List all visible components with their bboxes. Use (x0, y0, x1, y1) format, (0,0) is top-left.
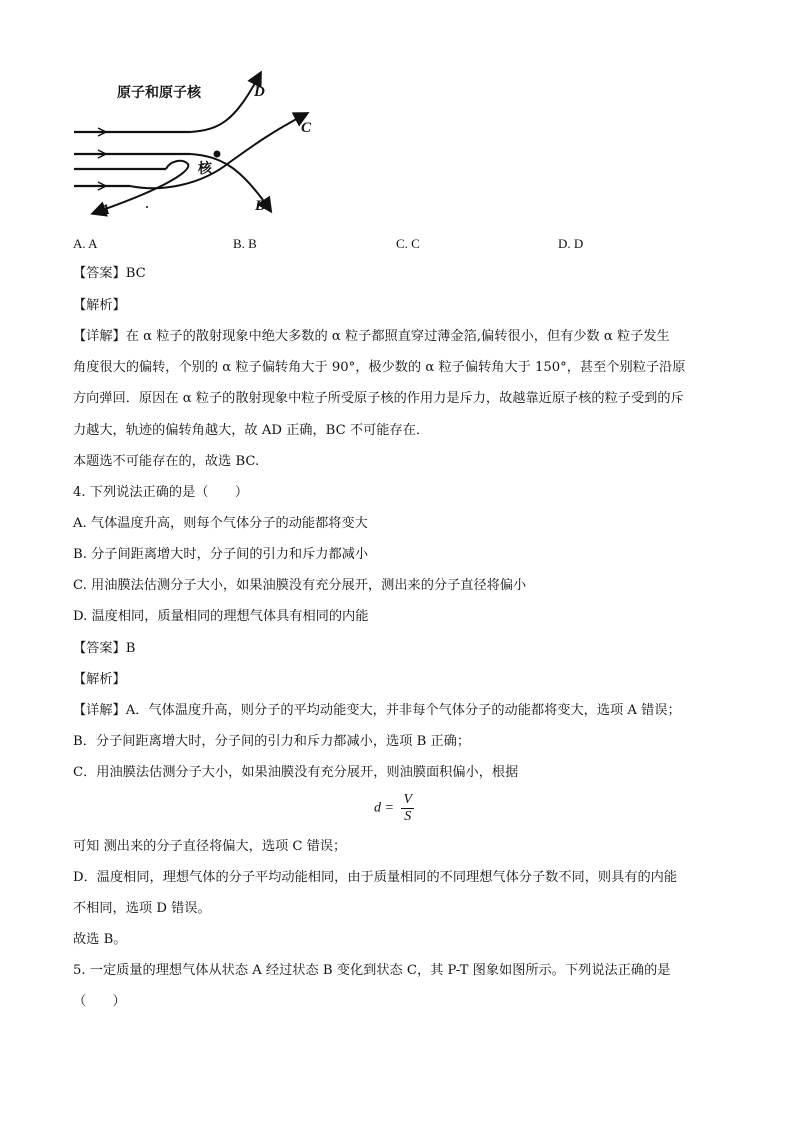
q4-conclusion: 故选 B。 (73, 932, 127, 947)
label-A: A (100, 202, 111, 218)
label-B: B (255, 198, 266, 214)
q4-option-a: A. 气体温度升高，则每个气体分子的动能都将变大 (73, 516, 368, 531)
q3-detail-line: 方向弹回．原因在 α 粒子的散射现象中粒子所受原子核的作用力是斥力，故越靠近原子核的粒子受到的斥 (73, 391, 684, 406)
q4-stem: 4. 下列说法正确的是（ ） (73, 485, 249, 500)
q4-answer: 【答案】B (73, 641, 136, 656)
q4-detail-line: C．用油膜法估测分子大小，如果油膜没有充分展开，则油膜面积偏小，根据 (73, 765, 519, 780)
nucleus-dot (214, 151, 221, 158)
q3-answer: 【答案】BC (73, 266, 146, 281)
q3-detail-line: 力越大，轨迹的偏转角越大，故 AD 正确，BC 不可能存在． (73, 423, 430, 438)
nucleus-label: 核 (198, 161, 212, 177)
formula-numerator: V (403, 792, 413, 807)
q4-after-line: 可知 测出来的分子直径将偏大，选项 C 错误； (73, 839, 347, 854)
label-C: C (301, 120, 312, 136)
q4-option-b: B. 分子间距离增大时，分子间的引力和斥力都减小 (73, 547, 369, 562)
q4-after-line: 不相同，选项 D 错误。 (73, 901, 211, 916)
alpha-scattering-figure (70, 66, 330, 226)
q4-option-c: C. 用油膜法估测分子大小，如果油膜没有充分展开，测出来的分子直径将偏小 (73, 578, 527, 593)
q5-stem: 5. 一定质量的理想气体从状态 A 经过状态 B 变化到状态 C，其 P-T 图象如图所示。下列说法正确的是 (73, 963, 671, 978)
option-b: B. B (233, 236, 257, 251)
q4-after-line: D．温度相同，理想气体的分子平均动能相同，由于质量相同的不同理想气体分子数不同，则具有的内能 (73, 870, 678, 885)
q4-detail-line: 【详解】A．气体温度升高，则分子的平均动能变大，并非每个气体分子的动能都将变大，选项 A 错误； (73, 703, 681, 718)
q5-stem-blank: （ ） (73, 994, 126, 1009)
q3-conclusion: 本题选不可能存在的，故选 BC. (73, 454, 260, 469)
q4-analysis-heading: 【解析】 (73, 672, 126, 687)
diameter-formula (374, 792, 414, 825)
formula-lhs: d = (374, 800, 394, 816)
figure-title: 原子和原子核 (117, 85, 201, 101)
q3-detail-line: 角度很大的偏转，个别的 α 粒子偏转角大于 90°，极少数的 α 粒子偏转角大于 150°，甚至个别粒子沿原 (73, 360, 686, 375)
label-D: D (254, 84, 265, 100)
formula-denominator: S (404, 809, 412, 824)
formula-fraction (401, 792, 414, 825)
option-c: C. C (396, 236, 420, 251)
option-d: D. D (558, 236, 584, 251)
q3-analysis-heading: 【解析】 (73, 298, 126, 313)
option-a: A. A (73, 236, 98, 251)
q4-option-d: D. 温度相同，质量相同的理想气体具有相同的内能 (73, 609, 369, 624)
q4-detail-line: B．分子间距离增大时，分子间的引力和斥力都减小，选项 B 正确； (73, 734, 471, 749)
q3-detail-line: 【详解】在 α 粒子的散射现象中绝大多数的 α 粒子都照直穿过薄金箔,偏转很小，但有少数 α 粒子发生 (73, 329, 670, 344)
